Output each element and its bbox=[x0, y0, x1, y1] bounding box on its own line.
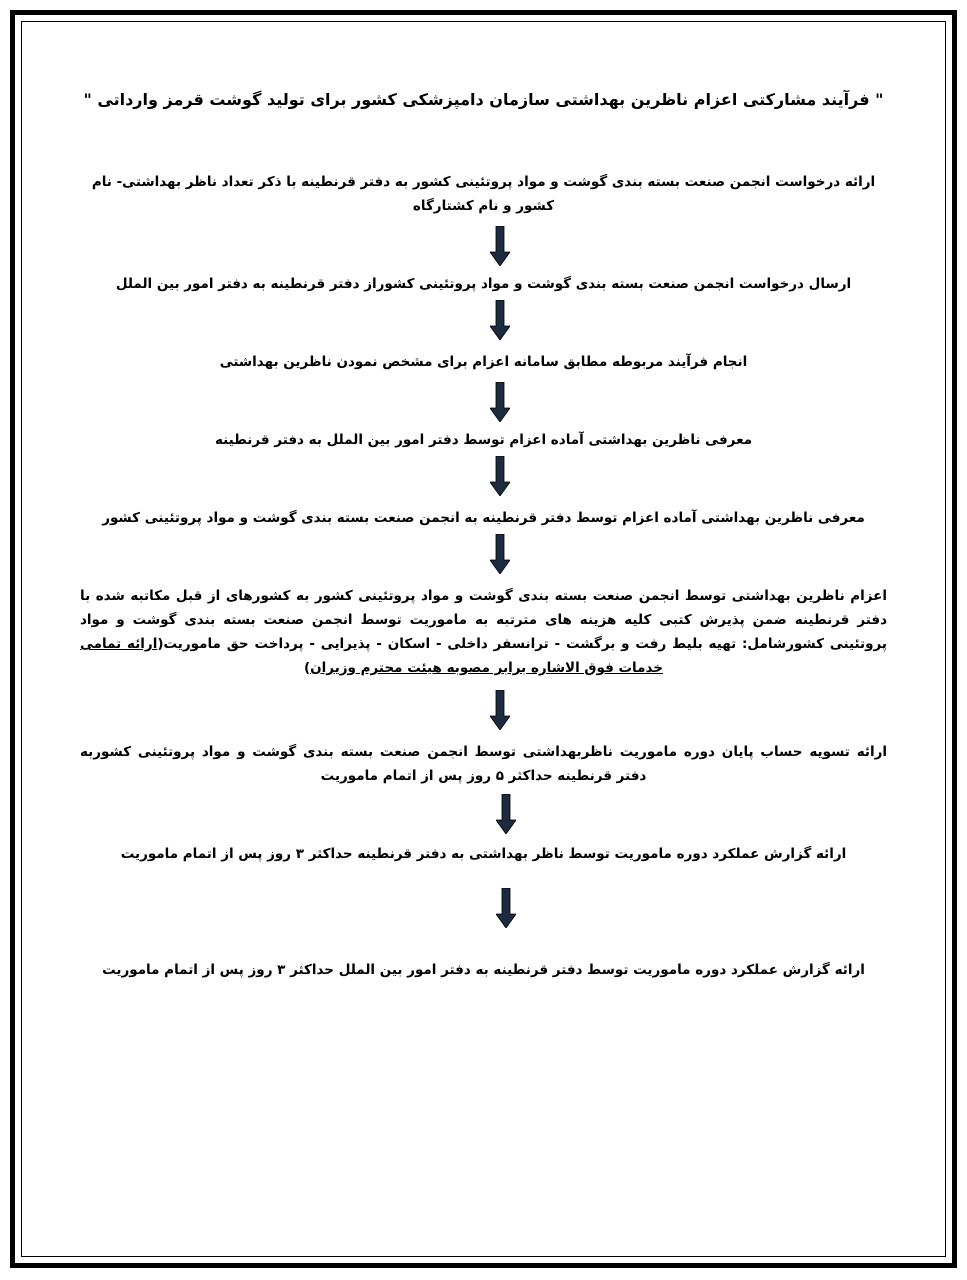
down-arrow-icon bbox=[496, 794, 516, 834]
step-6-underlined-text: ارائه تمامی خدمات فوق الاشاره برابر مصوبه هیئت محترم وزیران bbox=[80, 636, 664, 676]
page-title: " فرآیند مشارکتی اعزام ناظرین بهداشتی سازمان دامپزشکی کشور برای تولید گوشت قرمز وارداتی " bbox=[83, 90, 884, 109]
down-arrow-icon bbox=[496, 888, 516, 928]
step-6-text: اعزام ناظرین بهداشتی توسط انجمن صنعت بسته بندی گوشت و مواد پروتئینی کشور به کشورهای از قبل مکاتبه شده با دفتر قرنطینه ضمن پذیرش کتبی کلیه هزینه های مترتبه به ماموریت توسط انجمن صنعت بسته بندی گوشت و مواد پروتئینی کشورشامل: تهیه بلیط رفت و برگشت - ترانسفر داخلی - اسکان - پذیرایی - پرداخت حق ماموریت( bbox=[80, 588, 887, 652]
step-7: ارائه تسویه حساب پایان دوره ماموریت ناظربهداشتی توسط انجمن صنعت بسته بندی گوشت و مواد پروتئینی کشوربه دفتر قرنطینه حداکثر ۵ روز پس از اتمام ماموریت bbox=[80, 744, 887, 784]
step-6-closing: ) bbox=[303, 660, 311, 676]
down-arrow-icon bbox=[490, 300, 510, 340]
step-4: معرفی ناظرین بهداشتی آماده اعزام توسط دفتر امور بین الملل به دفتر قرنطینه bbox=[214, 432, 753, 448]
step-9: ارائه گزارش عملکرد دوره ماموریت توسط دفتر قرنطینه به دفتر امور بین الملل حداکثر ۳ روز پس از اتمام ماموریت bbox=[102, 962, 865, 978]
down-arrow-icon bbox=[490, 690, 510, 730]
step-5: معرفی ناظرین بهداشتی آماده اعزام توسط دفتر قرنطینه به انجمن صنعت بسته بندی گوشت و مواد پروتئینی کشور bbox=[102, 510, 865, 526]
down-arrow-icon bbox=[490, 456, 510, 496]
step-8: ارائه گزارش عملکرد دوره ماموریت توسط ناظر بهداشتی به دفتر قرنطینه حداکثر ۳ روز پس از اتمام ماموریت bbox=[120, 846, 847, 862]
step-3: انجام فرآیند مربوطه مطابق سامانه اعزام برای مشخص نمودن ناظرین بهداشتی bbox=[219, 354, 748, 370]
step-1: ارائه درخواست انجمن صنعت بسته بندی گوشت و مواد پروتئینی کشور به دفتر قرنطینه با ذکر تعداد ناظر بهداشتی- نام کشور و نام کشتارگاه bbox=[91, 174, 876, 214]
step-6 bbox=[80, 584, 887, 680]
down-arrow-icon bbox=[490, 226, 510, 266]
step-2: ارسال درخواست انجمن صنعت بسته بندی گوشت و مواد پروتئینی کشوراز دفتر قرنطینه به دفتر امور بین الملل bbox=[115, 276, 852, 292]
down-arrow-icon bbox=[490, 534, 510, 574]
down-arrow-icon bbox=[490, 382, 510, 422]
